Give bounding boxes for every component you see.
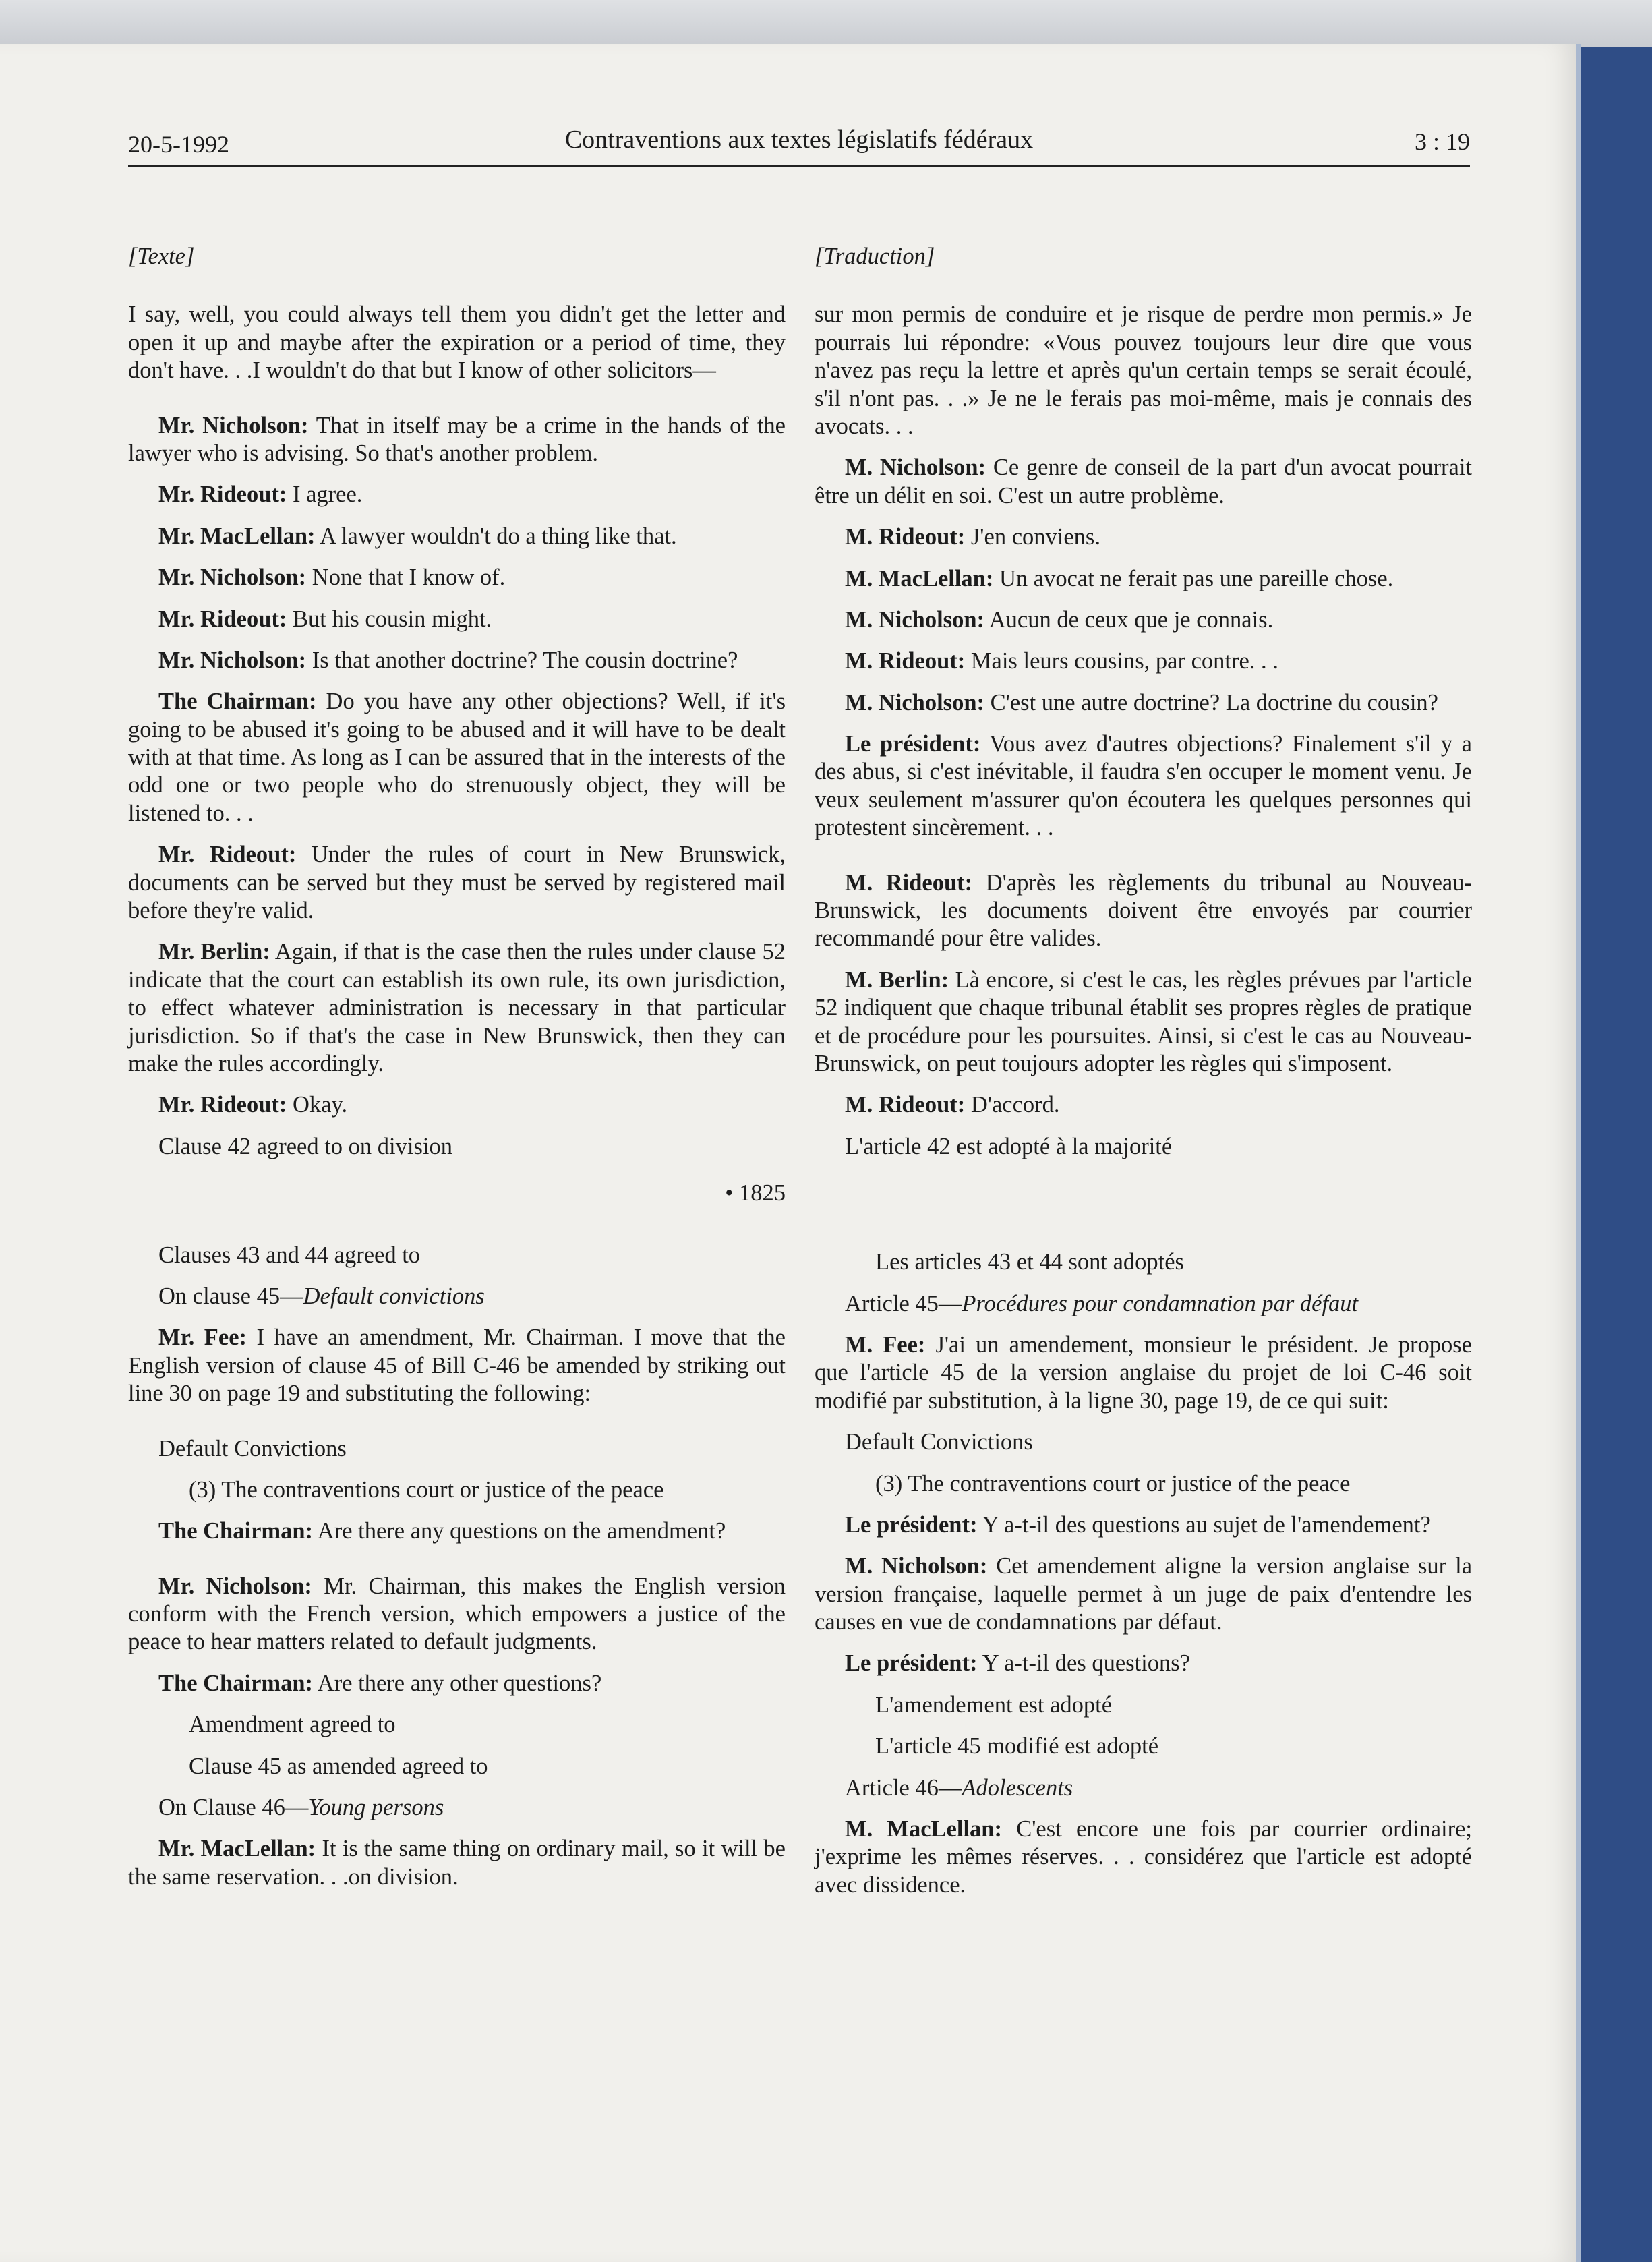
motion-line: Clause 45 as amended agreed to — [189, 1753, 488, 1779]
speech-paragraph — [815, 1091, 1472, 1119]
speech-paragraph — [128, 841, 786, 925]
speaker-name: Mr. Nicholson: — [158, 564, 307, 591]
speaker-name: M. MacLellan: — [845, 565, 994, 591]
speech-paragraph — [128, 1091, 786, 1119]
header-page-number: 3 : 19 — [1414, 128, 1470, 155]
running-head — [128, 125, 1470, 167]
speech-paragraph — [815, 1816, 1472, 1899]
speaker-name: Mr. Berlin: — [158, 939, 270, 965]
speaker-name: The Chairman: — [158, 689, 317, 715]
speaker-name: Mr. Nicholson: — [158, 1573, 312, 1599]
speech-paragraph — [128, 523, 786, 550]
speaker-name: Mr. Rideout: — [158, 842, 297, 868]
speech-text: That in itself may be a crime in the hands of the lawyer who is advising. So that's another problem. — [128, 412, 786, 466]
speech-text: Mais leurs cousins, par contre. . . — [965, 648, 1278, 674]
spacer — [815, 1174, 1472, 1248]
column-heading: [Texte] — [128, 243, 195, 269]
speech-paragraph — [815, 869, 1472, 953]
speaker-name: M. Berlin: — [845, 966, 949, 993]
speaker-name: M. Rideout: — [845, 648, 966, 674]
speech-paragraph — [815, 565, 1472, 593]
speech-text: But his cousin might. — [287, 606, 492, 632]
speech-paragraph — [815, 1650, 1472, 1677]
speech-text: None that I know of. — [306, 564, 506, 591]
speaker-name: The Chairman: — [158, 1518, 314, 1544]
clause-title: Default convictions — [303, 1283, 485, 1309]
quoted-text: (3) The contraventions court or justice of the peace — [189, 1476, 664, 1503]
speech-text: Vous avez d'autres objections? Finalement s'il y a des abus, si c'est inévitable, il faudra s'en occuper le moment venu. Je veux seulement m'assurer qu'on écoutera les quelques personnes qui protestent sincèrement. . . — [815, 731, 1472, 841]
speaker-name: M. Rideout: — [845, 869, 973, 896]
speaker-name: Mr. MacLellan: — [158, 1836, 316, 1862]
speech-paragraph — [128, 481, 786, 509]
speech-text: J'en conviens. — [965, 524, 1100, 550]
motion-line: L'article 42 est adopté à la majorité — [845, 1133, 1173, 1159]
speaker-name: The Chairman: — [158, 1670, 314, 1696]
speech-text: J'ai un amendement, monsieur le président. Je propose que l'article 45 de la version anglaise du projet de loi C-46 soit modifié par substitution, à la ligne 30, page 19, de ce qui suit: — [815, 1331, 1472, 1414]
speech-paragraph — [815, 689, 1472, 717]
speech-paragraph — [815, 647, 1472, 675]
article-heading — [815, 1290, 1472, 1318]
speaker-name: M. MacLellan: — [845, 1816, 1002, 1843]
speech-text: Un avocat ne ferait pas une pareille chose. — [993, 565, 1394, 591]
speech-text: Are there any questions on the amendment? — [313, 1518, 726, 1544]
speaker-name: M. Nicholson: — [845, 1553, 988, 1579]
speech-text: A lawyer wouldn't do a thing like that. — [315, 523, 677, 549]
article-title: Adolescents — [962, 1774, 1073, 1801]
speech-text: Y a-t-il des questions au sujet de l'amendement? — [977, 1511, 1431, 1538]
speech-text: Y a-t-il des questions? — [977, 1650, 1190, 1677]
french-column — [815, 243, 1472, 1913]
speaker-name: Mr. Fee: — [158, 1325, 247, 1351]
speech-paragraph — [815, 966, 1472, 1078]
speaker-name: Le président: — [845, 1511, 978, 1538]
clause-title: Young persons — [308, 1795, 444, 1821]
speech-text: Okay. — [287, 1092, 348, 1118]
speaker-name: Le président: — [845, 1650, 978, 1677]
speech-paragraph — [815, 1553, 1472, 1636]
article-title: Procédures pour condamnation par défaut — [962, 1290, 1359, 1316]
header-title: Contraventions aux textes législatifs fédéraux — [564, 125, 1034, 154]
speech-paragraph — [815, 523, 1472, 551]
paragraph: sur mon permis de conduire et je risque de perdre mon permis.» Je pourrais lui répondre: «Vous pouvez toujours leur dire que vous n'avez pas reçu la lettre et après qu'un certain temps se serait écoulé, s'il n'ont pas. . .» Je ne le ferais pas moi-même, mais je connais des avocats. . . — [815, 301, 1472, 439]
motion-line: Clauses 43 and 44 agreed to — [158, 1242, 421, 1268]
speaker-name: Mr. Rideout: — [158, 482, 287, 508]
column-heading: [Traduction] — [815, 243, 935, 269]
speech-paragraph — [128, 938, 786, 1078]
clause-prefix: On clause 45— — [158, 1283, 303, 1309]
speech-text: Là encore, si c'est le cas, les règles prévues par l'article 52 indiquent que chaque tribunal établit ses propres règles de pratique et de procédure pour les poursuites. Ainsi, si c'est le cas au Nouveau-Brunswick, on peut toujours adopter les règles qui s'imposent. — [815, 966, 1473, 1076]
speaker-name: M. Rideout: — [845, 524, 966, 550]
speech-text: I have an amendment, Mr. Chairman. I move that the English version of clause 45 of Bill C-46 be amended by striking out line 30 on page 19 and substituting the following: — [128, 1325, 786, 1407]
speech-paragraph — [815, 730, 1472, 842]
speaker-name: Mr. Nicholson: — [158, 647, 307, 673]
speaker-name: M. Nicholson: — [845, 455, 986, 481]
speech-text: Is that another doctrine? The cousin doctrine? — [306, 647, 738, 673]
clause-heading — [128, 1794, 786, 1822]
speaker-name: M. Rideout: — [845, 1092, 966, 1118]
speech-text: Mr. Chairman, this makes the English version conform with the French version, which empowers a justice of the peace to hear matters related to default judgments. — [128, 1573, 786, 1655]
speech-paragraph — [128, 1670, 786, 1698]
speech-text: Do you have any other objections? Well, if it's going to be abused it's going to be abused and it will have to be dealt with at that time. As long as I can be assured that in the interests of the odd one or two people who do strenuously object, they will be listened to. . . — [128, 689, 786, 826]
speech-paragraph — [128, 1835, 786, 1891]
speech-paragraph — [128, 688, 786, 828]
motion-line: Les articles 43 et 44 sont adoptés — [875, 1249, 1184, 1275]
timestamp: • 1825 — [725, 1180, 786, 1207]
clause-prefix: On Clause 46— — [158, 1795, 309, 1821]
speaker-name: Mr. Rideout: — [158, 1092, 287, 1118]
clause-heading — [128, 1283, 786, 1310]
speech-text: Ce genre de conseil de la part d'un avocat pourrait être un délit en soi. C'est un autre problème. — [815, 455, 1473, 509]
speech-text: D'après les règlements du tribunal au Nouveau-Brunswick, les documents doivent être envoyés par courrier recommandé pour être valides. — [815, 869, 1472, 952]
speech-paragraph — [815, 606, 1472, 634]
speech-text: D'accord. — [965, 1092, 1060, 1118]
speech-paragraph — [128, 1573, 786, 1656]
speech-text: Cet amendement aligne la version anglaise sur la version française, laquelle permet à un juge de paix d'entendre les causes en vue de condamnations par défaut. — [815, 1553, 1473, 1635]
speech-paragraph — [128, 564, 786, 591]
speaker-name: Mr. Rideout: — [158, 606, 287, 632]
speech-paragraph — [128, 1324, 786, 1408]
speaker-name: M. Fee: — [845, 1331, 926, 1358]
speaker-name: Le président: — [845, 731, 981, 757]
article-prefix: Article 45— — [845, 1290, 962, 1316]
speech-paragraph — [128, 647, 786, 674]
motion-line: L'article 45 modifié est adopté — [875, 1733, 1159, 1760]
speech-paragraph — [128, 1517, 786, 1545]
speaker-name: Mr. Nicholson: — [158, 412, 309, 438]
paragraph: I say, well, you could always tell them you didn't get the letter and open it up and maybe after the expiration or a period of time, they don't have. . .I wouldn't do that but I know of other solicitors— — [128, 301, 786, 384]
speech-text: It is the same thing on ordinary mail, so it will be the same reservation. . .on division. — [128, 1836, 786, 1890]
speech-paragraph — [128, 412, 786, 468]
speech-paragraph — [815, 1331, 1472, 1415]
speech-text: Again, if that is the case then the rules under clause 52 indicate that the court can establish its own rule, its own jurisdiction, to effect whatever administration is necessary in that particular jurisdiction. So if that's the case in New Brunswick, then they can make the rules accordingly. — [128, 939, 786, 1076]
scan-background — [0, 0, 1652, 47]
speaker-name: Mr. MacLellan: — [158, 523, 316, 549]
quoted-text: Default Convictions — [845, 1429, 1033, 1455]
speech-paragraph — [815, 454, 1472, 510]
motion-line: Amendment agreed to — [189, 1712, 396, 1738]
english-column — [128, 243, 786, 1905]
speech-text: C'est une autre doctrine? La doctrine du cousin? — [984, 689, 1438, 716]
speech-text: I agree. — [287, 482, 363, 508]
quoted-text: (3) The contraventions court or justice of the peace — [875, 1470, 1351, 1497]
motion-line: Clause 42 agreed to on division — [158, 1133, 452, 1159]
motion-line: L'amendement est adopté — [875, 1691, 1113, 1718]
speaker-name: M. Nicholson: — [845, 606, 984, 633]
header-date: 20-5-1992 — [128, 131, 229, 158]
speech-text: C'est encore une fois par courrier ordinaire; j'exprime les mêmes réserves. . . considérez que l'article est adopté avec dissidence. — [815, 1816, 1472, 1898]
speech-paragraph — [815, 1511, 1472, 1539]
speaker-name: M. Nicholson: — [845, 689, 984, 716]
speech-text: Are there any other questions? — [313, 1670, 602, 1696]
speech-text: Under the rules of court in New Brunswick, documents can be served but they must be served by registered mail before they're valid. — [128, 842, 786, 924]
speech-text: Aucun de ceux que je connais. — [984, 606, 1274, 633]
quoted-text: Default Convictions — [158, 1435, 347, 1461]
article-prefix: Article 46— — [845, 1774, 962, 1801]
speech-paragraph — [128, 606, 786, 633]
article-heading — [815, 1774, 1472, 1802]
